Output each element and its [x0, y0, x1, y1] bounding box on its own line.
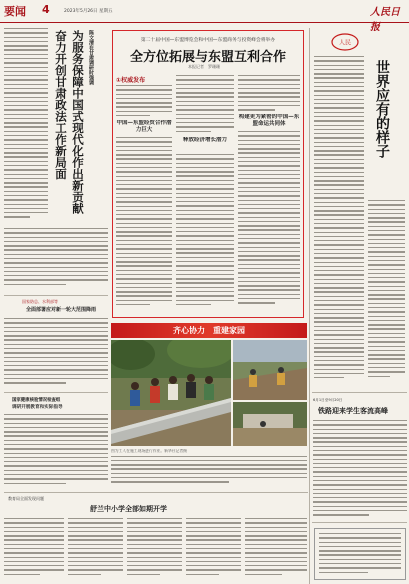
box2-title2: 调研开展教育和实际指导	[12, 405, 63, 410]
divider	[312, 522, 407, 523]
side-photo-top	[233, 340, 307, 400]
feature-body-3b	[238, 131, 300, 313]
feature-body-1b	[116, 137, 172, 313]
issue-date: 2023年5月26日 星期五	[64, 9, 113, 14]
section-name: 要闻	[4, 5, 26, 18]
news-title: 铁路迎来学生客流高峰	[318, 407, 388, 415]
box3-kicker: 教育局全面发现问题	[8, 496, 44, 501]
box1-title: 全面部署应对新一轮大范围降雨	[25, 307, 96, 313]
feature-col-head-3: 释放经济增长潜力	[182, 137, 227, 143]
column-logo	[330, 32, 360, 52]
feature-section-label: ①权威发布	[116, 77, 146, 84]
news-kicker: 6月1日至9月20日	[313, 398, 343, 402]
side-photo-bottom	[233, 402, 307, 446]
divider	[4, 295, 108, 296]
svg-text:人民: 人民	[338, 39, 352, 47]
divider	[4, 492, 308, 493]
feature-col-head-1: 中国—东盟经贸合作潜力巨大	[116, 120, 172, 133]
lead-kicker: 陈文清在甘肃调研时强调	[88, 30, 94, 85]
feature-body-2a	[176, 75, 234, 135]
box2-body	[4, 414, 108, 489]
feature-byline: 本报记者 罗珊珊	[188, 64, 220, 69]
box1-kicker: 国家防总、水利部等	[22, 299, 58, 304]
info-box-lines	[319, 533, 401, 573]
news-body	[313, 420, 407, 520]
column-body	[314, 56, 364, 386]
feature-body-1a	[116, 85, 172, 120]
photo-caption-body	[111, 456, 307, 483]
column-divider	[309, 28, 310, 584]
feature-body-3a	[238, 75, 300, 113]
info-box	[314, 528, 406, 580]
box3-title: 舒兰中小学全部如期开学	[90, 505, 167, 513]
box1-body	[4, 318, 108, 388]
feature-subtitle: 第二十届中国—东盟博览会和中国—东盟商务与投资峰会将举办	[140, 38, 276, 43]
photo-caption	[111, 449, 307, 487]
lead-body-bottom	[4, 228, 108, 292]
lead-headline: 为服务保障中国式现代化作出新贡献 奋力开创甘肃政法工作新局面	[54, 30, 85, 225]
divider	[312, 392, 407, 393]
feature-body-2b	[176, 154, 234, 314]
masthead-logo: 人民日报	[370, 7, 400, 33]
main-photo	[111, 340, 231, 446]
feature-title: 全方位拓展与东盟互利合作	[129, 50, 286, 65]
box3-body-col5	[245, 518, 307, 580]
box3-body-col3	[127, 518, 182, 580]
page-number: 4	[42, 3, 50, 16]
feature-col-head-2: 构建更为紧密的中国—东盟命运共同体	[238, 114, 300, 127]
photo-banner-text: 齐心协力 重建家园	[173, 326, 245, 335]
lead-body-col1	[4, 28, 48, 223]
box3-body-col1	[4, 518, 64, 580]
page-header	[0, 0, 409, 33]
column-title: 世界应有的样子	[374, 60, 390, 158]
box3-body-col4	[186, 518, 241, 580]
divider	[4, 392, 108, 393]
box2-title: 国家健康核验情况检查组	[12, 398, 61, 403]
photo-caption-text: 图为工人在施工现场进行作业。新华社记者摄	[111, 449, 187, 453]
photo-banner	[111, 323, 307, 338]
column-body-right	[368, 200, 405, 386]
box3-body-col2	[68, 518, 123, 580]
